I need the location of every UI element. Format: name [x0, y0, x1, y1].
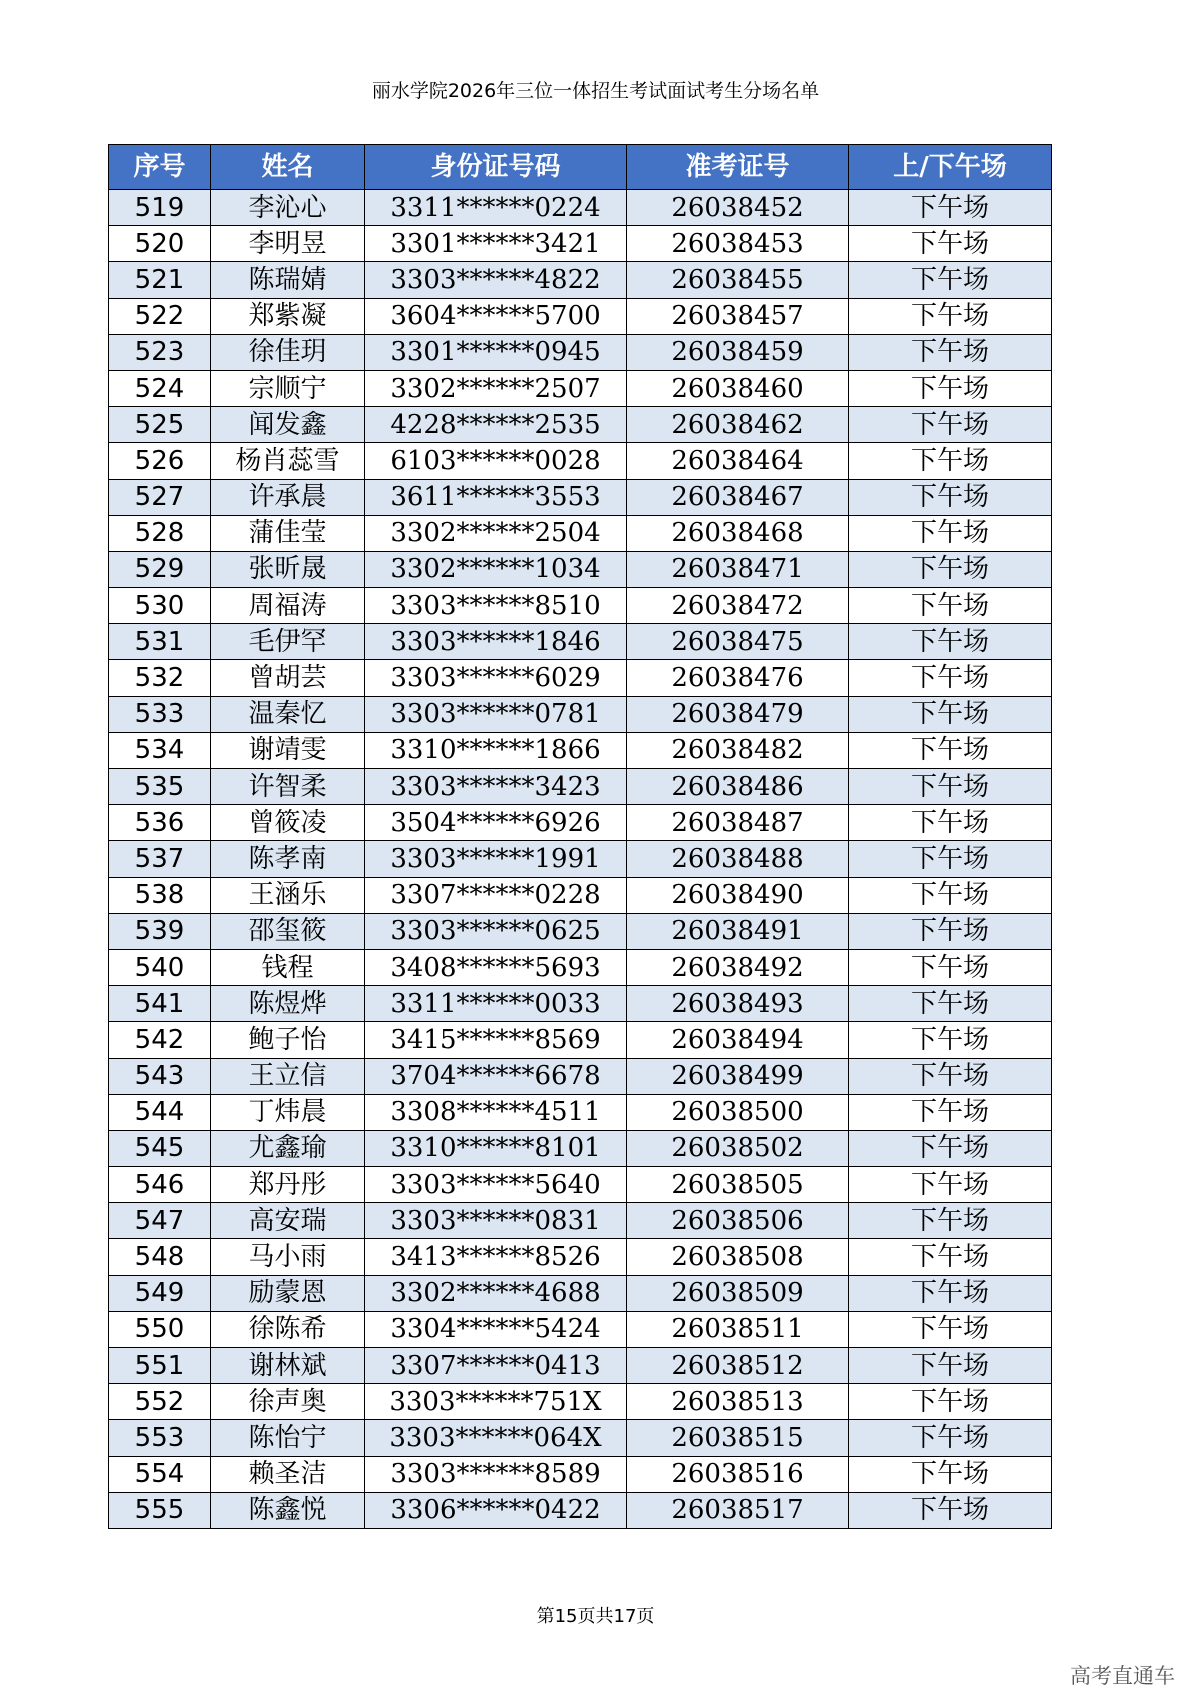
- table-row: [109, 262, 1052, 298]
- cell-seq: 520: [109, 226, 211, 262]
- cell-session: 下午场: [849, 334, 1052, 370]
- cell-name: 蒲佳莹: [211, 515, 365, 551]
- table-body: [109, 190, 1052, 1529]
- cell-name: 毛伊罕: [211, 624, 365, 660]
- cell-seq: 524: [109, 370, 211, 406]
- cell-id-number: 3408******5693: [365, 949, 627, 985]
- cell-seq: 546: [109, 1167, 211, 1203]
- cell-seq: 550: [109, 1311, 211, 1347]
- table-row: [109, 1275, 1052, 1311]
- cell-id-number: 3303******0625: [365, 913, 627, 949]
- cell-id-number: 4228******2535: [365, 407, 627, 443]
- cell-exam-number: 26038499: [627, 1058, 849, 1094]
- table-row: [109, 334, 1052, 370]
- table-row: [109, 190, 1052, 226]
- cell-name: 李沁心: [211, 190, 365, 226]
- cell-name: 谢林斌: [211, 1348, 365, 1384]
- cell-exam-number: 26038509: [627, 1275, 849, 1311]
- table-row: [109, 805, 1052, 841]
- cell-id-number: 3308******4511: [365, 1094, 627, 1130]
- cell-exam-number: 26038490: [627, 877, 849, 913]
- table-row: [109, 732, 1052, 768]
- cell-name: 徐声奥: [211, 1384, 365, 1420]
- table-row: [109, 370, 1052, 406]
- cell-exam-number: 26038487: [627, 805, 849, 841]
- table-row: [109, 696, 1052, 732]
- cell-session: 下午场: [849, 1384, 1052, 1420]
- cell-exam-number: 26038455: [627, 262, 849, 298]
- cell-session: 下午场: [849, 1456, 1052, 1492]
- cell-name: 曾筱凌: [211, 805, 365, 841]
- cell-id-number: 3504******6926: [365, 805, 627, 841]
- cell-exam-number: 26038517: [627, 1492, 849, 1528]
- cell-name: 张昕晟: [211, 551, 365, 587]
- table-row: [109, 1492, 1052, 1528]
- cell-seq: 545: [109, 1130, 211, 1166]
- table-row: [109, 1167, 1052, 1203]
- cell-seq: 532: [109, 660, 211, 696]
- cell-id-number: 3304******5424: [365, 1311, 627, 1347]
- cell-exam-number: 26038491: [627, 913, 849, 949]
- cell-seq: 527: [109, 479, 211, 515]
- page-number: 第15页共17页: [536, 1606, 655, 1627]
- table-row: [109, 841, 1052, 877]
- document-title: 丽水学院2026年三位一体招生考试面试考生分场名单: [371, 80, 820, 102]
- column-header-exam-number: 准考证号: [627, 145, 849, 190]
- cell-name: 陈瑞婧: [211, 262, 365, 298]
- cell-id-number: 3704******6678: [365, 1058, 627, 1094]
- cell-session: 下午场: [849, 1420, 1052, 1456]
- table-row: [109, 588, 1052, 624]
- cell-id-number: 3303******8510: [365, 588, 627, 624]
- cell-seq: 535: [109, 769, 211, 805]
- cell-name: 宗顺宁: [211, 370, 365, 406]
- cell-session: 下午场: [849, 1311, 1052, 1347]
- cell-name: 王立信: [211, 1058, 365, 1094]
- cell-id-number: 3307******0228: [365, 877, 627, 913]
- cell-session: 下午场: [849, 1239, 1052, 1275]
- cell-exam-number: 26038500: [627, 1094, 849, 1130]
- cell-session: 下午场: [849, 298, 1052, 334]
- cell-id-number: 3611******3553: [365, 479, 627, 515]
- cell-name: 郑紫凝: [211, 298, 365, 334]
- cell-session: 下午场: [849, 479, 1052, 515]
- cell-id-number: 3303******0831: [365, 1203, 627, 1239]
- cell-id-number: 3604******5700: [365, 298, 627, 334]
- table-row: [109, 1022, 1052, 1058]
- cell-exam-number: 26038464: [627, 443, 849, 479]
- cell-session: 下午场: [849, 407, 1052, 443]
- cell-id-number: 3302******2507: [365, 370, 627, 406]
- table-row: [109, 769, 1052, 805]
- cell-session: 下午场: [849, 913, 1052, 949]
- cell-session: 下午场: [849, 1130, 1052, 1166]
- table-row: [109, 551, 1052, 587]
- cell-session: 下午场: [849, 1167, 1052, 1203]
- cell-id-number: 3302******2504: [365, 515, 627, 551]
- column-header-session: 上/下午场: [849, 145, 1052, 190]
- cell-seq: 538: [109, 877, 211, 913]
- cell-seq: 539: [109, 913, 211, 949]
- cell-exam-number: 26038452: [627, 190, 849, 226]
- table-row: [109, 1094, 1052, 1130]
- cell-seq: 530: [109, 588, 211, 624]
- cell-name: 鲍子怡: [211, 1022, 365, 1058]
- cell-session: 下午场: [849, 1275, 1052, 1311]
- table-row: [109, 407, 1052, 443]
- cell-session: 下午场: [849, 588, 1052, 624]
- table-row: [109, 1311, 1052, 1347]
- cell-session: 下午场: [849, 696, 1052, 732]
- cell-seq: 541: [109, 986, 211, 1022]
- cell-seq: 553: [109, 1420, 211, 1456]
- cell-name: 许承晨: [211, 479, 365, 515]
- cell-exam-number: 26038476: [627, 660, 849, 696]
- cell-session: 下午场: [849, 732, 1052, 768]
- cell-seq: 542: [109, 1022, 211, 1058]
- cell-exam-number: 26038486: [627, 769, 849, 805]
- cell-session: 下午场: [849, 769, 1052, 805]
- cell-session: 下午场: [849, 949, 1052, 985]
- cell-exam-number: 26038492: [627, 949, 849, 985]
- cell-name: 陈煜烨: [211, 986, 365, 1022]
- cell-exam-number: 26038515: [627, 1420, 849, 1456]
- table-row: [109, 986, 1052, 1022]
- cell-exam-number: 26038488: [627, 841, 849, 877]
- cell-seq: 522: [109, 298, 211, 334]
- table-row: [109, 624, 1052, 660]
- cell-id-number: 3303******4822: [365, 262, 627, 298]
- cell-session: 下午场: [849, 515, 1052, 551]
- column-header-id-number: 身份证号码: [365, 145, 627, 190]
- cell-seq: 548: [109, 1239, 211, 1275]
- cell-seq: 534: [109, 732, 211, 768]
- cell-id-number: 3303******1991: [365, 841, 627, 877]
- cell-session: 下午场: [849, 877, 1052, 913]
- cell-exam-number: 26038506: [627, 1203, 849, 1239]
- cell-id-number: 3306******0422: [365, 1492, 627, 1528]
- cell-id-number: 3301******3421: [365, 226, 627, 262]
- cell-id-number: 3415******8569: [365, 1022, 627, 1058]
- cell-seq: 555: [109, 1492, 211, 1528]
- cell-name: 郑丹彤: [211, 1167, 365, 1203]
- cell-session: 下午场: [849, 841, 1052, 877]
- cell-seq: 543: [109, 1058, 211, 1094]
- cell-name: 闻发鑫: [211, 407, 365, 443]
- cell-session: 下午场: [849, 805, 1052, 841]
- cell-session: 下午场: [849, 1022, 1052, 1058]
- cell-id-number: 3311******0033: [365, 986, 627, 1022]
- table-row: [109, 877, 1052, 913]
- cell-name: 钱程: [211, 949, 365, 985]
- cell-id-number: 3303******1846: [365, 624, 627, 660]
- cell-session: 下午场: [849, 660, 1052, 696]
- cell-name: 赖圣洁: [211, 1456, 365, 1492]
- cell-exam-number: 26038511: [627, 1311, 849, 1347]
- cell-name: 高安瑞: [211, 1203, 365, 1239]
- cell-id-number: 3303******3423: [365, 769, 627, 805]
- table-row: [109, 660, 1052, 696]
- cell-name: 徐陈希: [211, 1311, 365, 1347]
- cell-session: 下午场: [849, 986, 1052, 1022]
- cell-session: 下午场: [849, 1492, 1052, 1528]
- cell-id-number: 3311******0224: [365, 190, 627, 226]
- cell-name: 杨肖蕊雪: [211, 443, 365, 479]
- cell-session: 下午场: [849, 1058, 1052, 1094]
- cell-exam-number: 26038459: [627, 334, 849, 370]
- cell-name: 谢靖雯: [211, 732, 365, 768]
- cell-name: 温秦忆: [211, 696, 365, 732]
- cell-exam-number: 26038468: [627, 515, 849, 551]
- cell-name: 陈孝南: [211, 841, 365, 877]
- cell-session: 下午场: [849, 1348, 1052, 1384]
- table-row: [109, 479, 1052, 515]
- cell-id-number: 3303******064X: [365, 1420, 627, 1456]
- cell-seq: 519: [109, 190, 211, 226]
- cell-name: 许智柔: [211, 769, 365, 805]
- cell-exam-number: 26038457: [627, 298, 849, 334]
- cell-seq: 529: [109, 551, 211, 587]
- cell-exam-number: 26038482: [627, 732, 849, 768]
- cell-name: 邵玺筱: [211, 913, 365, 949]
- column-header-seq: 序号: [109, 145, 211, 190]
- cell-seq: 552: [109, 1384, 211, 1420]
- cell-id-number: 6103******0028: [365, 443, 627, 479]
- table-row: [109, 298, 1052, 334]
- cell-id-number: 3310******1866: [365, 732, 627, 768]
- table-row: [109, 913, 1052, 949]
- table-row: [109, 1456, 1052, 1492]
- cell-session: 下午场: [849, 624, 1052, 660]
- cell-seq: 537: [109, 841, 211, 877]
- cell-seq: 523: [109, 334, 211, 370]
- cell-seq: 547: [109, 1203, 211, 1239]
- cell-id-number: 3310******8101: [365, 1130, 627, 1166]
- candidate-table: [108, 144, 1052, 1529]
- cell-exam-number: 26038512: [627, 1348, 849, 1384]
- table-row: [109, 949, 1052, 985]
- table-row: [109, 1384, 1052, 1420]
- cell-seq: 544: [109, 1094, 211, 1130]
- cell-seq: 540: [109, 949, 211, 985]
- cell-id-number: 3303******8589: [365, 1456, 627, 1492]
- cell-exam-number: 26038460: [627, 370, 849, 406]
- cell-exam-number: 26038471: [627, 551, 849, 587]
- cell-exam-number: 26038502: [627, 1130, 849, 1166]
- cell-exam-number: 26038508: [627, 1239, 849, 1275]
- cell-seq: 526: [109, 443, 211, 479]
- cell-exam-number: 26038462: [627, 407, 849, 443]
- cell-id-number: 3302******4688: [365, 1275, 627, 1311]
- cell-seq: 528: [109, 515, 211, 551]
- cell-name: 徐佳玥: [211, 334, 365, 370]
- cell-exam-number: 26038494: [627, 1022, 849, 1058]
- cell-id-number: 3413******8526: [365, 1239, 627, 1275]
- cell-id-number: 3302******1034: [365, 551, 627, 587]
- table-header-row: [109, 145, 1052, 190]
- cell-exam-number: 26038467: [627, 479, 849, 515]
- cell-name: 周福涛: [211, 588, 365, 624]
- cell-id-number: 3303******751X: [365, 1384, 627, 1420]
- cell-seq: 549: [109, 1275, 211, 1311]
- table-row: [109, 1130, 1052, 1166]
- cell-session: 下午场: [849, 551, 1052, 587]
- table-row: [109, 515, 1052, 551]
- cell-seq: 531: [109, 624, 211, 660]
- table-row: [109, 1058, 1052, 1094]
- table-row: [109, 1239, 1052, 1275]
- cell-session: 下午场: [849, 370, 1052, 406]
- cell-session: 下午场: [849, 1203, 1052, 1239]
- cell-exam-number: 26038479: [627, 696, 849, 732]
- cell-id-number: 3301******0945: [365, 334, 627, 370]
- table-row: [109, 226, 1052, 262]
- cell-exam-number: 26038493: [627, 986, 849, 1022]
- cell-seq: 554: [109, 1456, 211, 1492]
- cell-seq: 551: [109, 1348, 211, 1384]
- cell-name: 马小雨: [211, 1239, 365, 1275]
- table-row: [109, 1348, 1052, 1384]
- table-row: [109, 1203, 1052, 1239]
- cell-name: 尤鑫瑜: [211, 1130, 365, 1166]
- cell-name: 陈鑫悦: [211, 1492, 365, 1528]
- column-header-name: 姓名: [211, 145, 365, 190]
- cell-exam-number: 26038505: [627, 1167, 849, 1203]
- cell-session: 下午场: [849, 226, 1052, 262]
- cell-name: 丁炜晨: [211, 1094, 365, 1130]
- cell-name: 王涵乐: [211, 877, 365, 913]
- cell-name: 李明昱: [211, 226, 365, 262]
- cell-exam-number: 26038453: [627, 226, 849, 262]
- cell-exam-number: 26038472: [627, 588, 849, 624]
- table-row: [109, 443, 1052, 479]
- cell-id-number: 3303******5640: [365, 1167, 627, 1203]
- cell-session: 下午场: [849, 262, 1052, 298]
- cell-session: 下午场: [849, 190, 1052, 226]
- cell-seq: 525: [109, 407, 211, 443]
- cell-session: 下午场: [849, 1094, 1052, 1130]
- cell-name: 励蒙恩: [211, 1275, 365, 1311]
- cell-exam-number: 26038516: [627, 1456, 849, 1492]
- cell-id-number: 3303******6029: [365, 660, 627, 696]
- cell-seq: 536: [109, 805, 211, 841]
- table-row: [109, 1420, 1052, 1456]
- cell-exam-number: 26038513: [627, 1384, 849, 1420]
- cell-seq: 521: [109, 262, 211, 298]
- cell-seq: 533: [109, 696, 211, 732]
- cell-name: 陈怡宁: [211, 1420, 365, 1456]
- cell-exam-number: 26038475: [627, 624, 849, 660]
- cell-session: 下午场: [849, 443, 1052, 479]
- watermark: 高考直通车: [1070, 1664, 1175, 1688]
- cell-name: 曾胡芸: [211, 660, 365, 696]
- cell-id-number: 3303******0781: [365, 696, 627, 732]
- cell-id-number: 3307******0413: [365, 1348, 627, 1384]
